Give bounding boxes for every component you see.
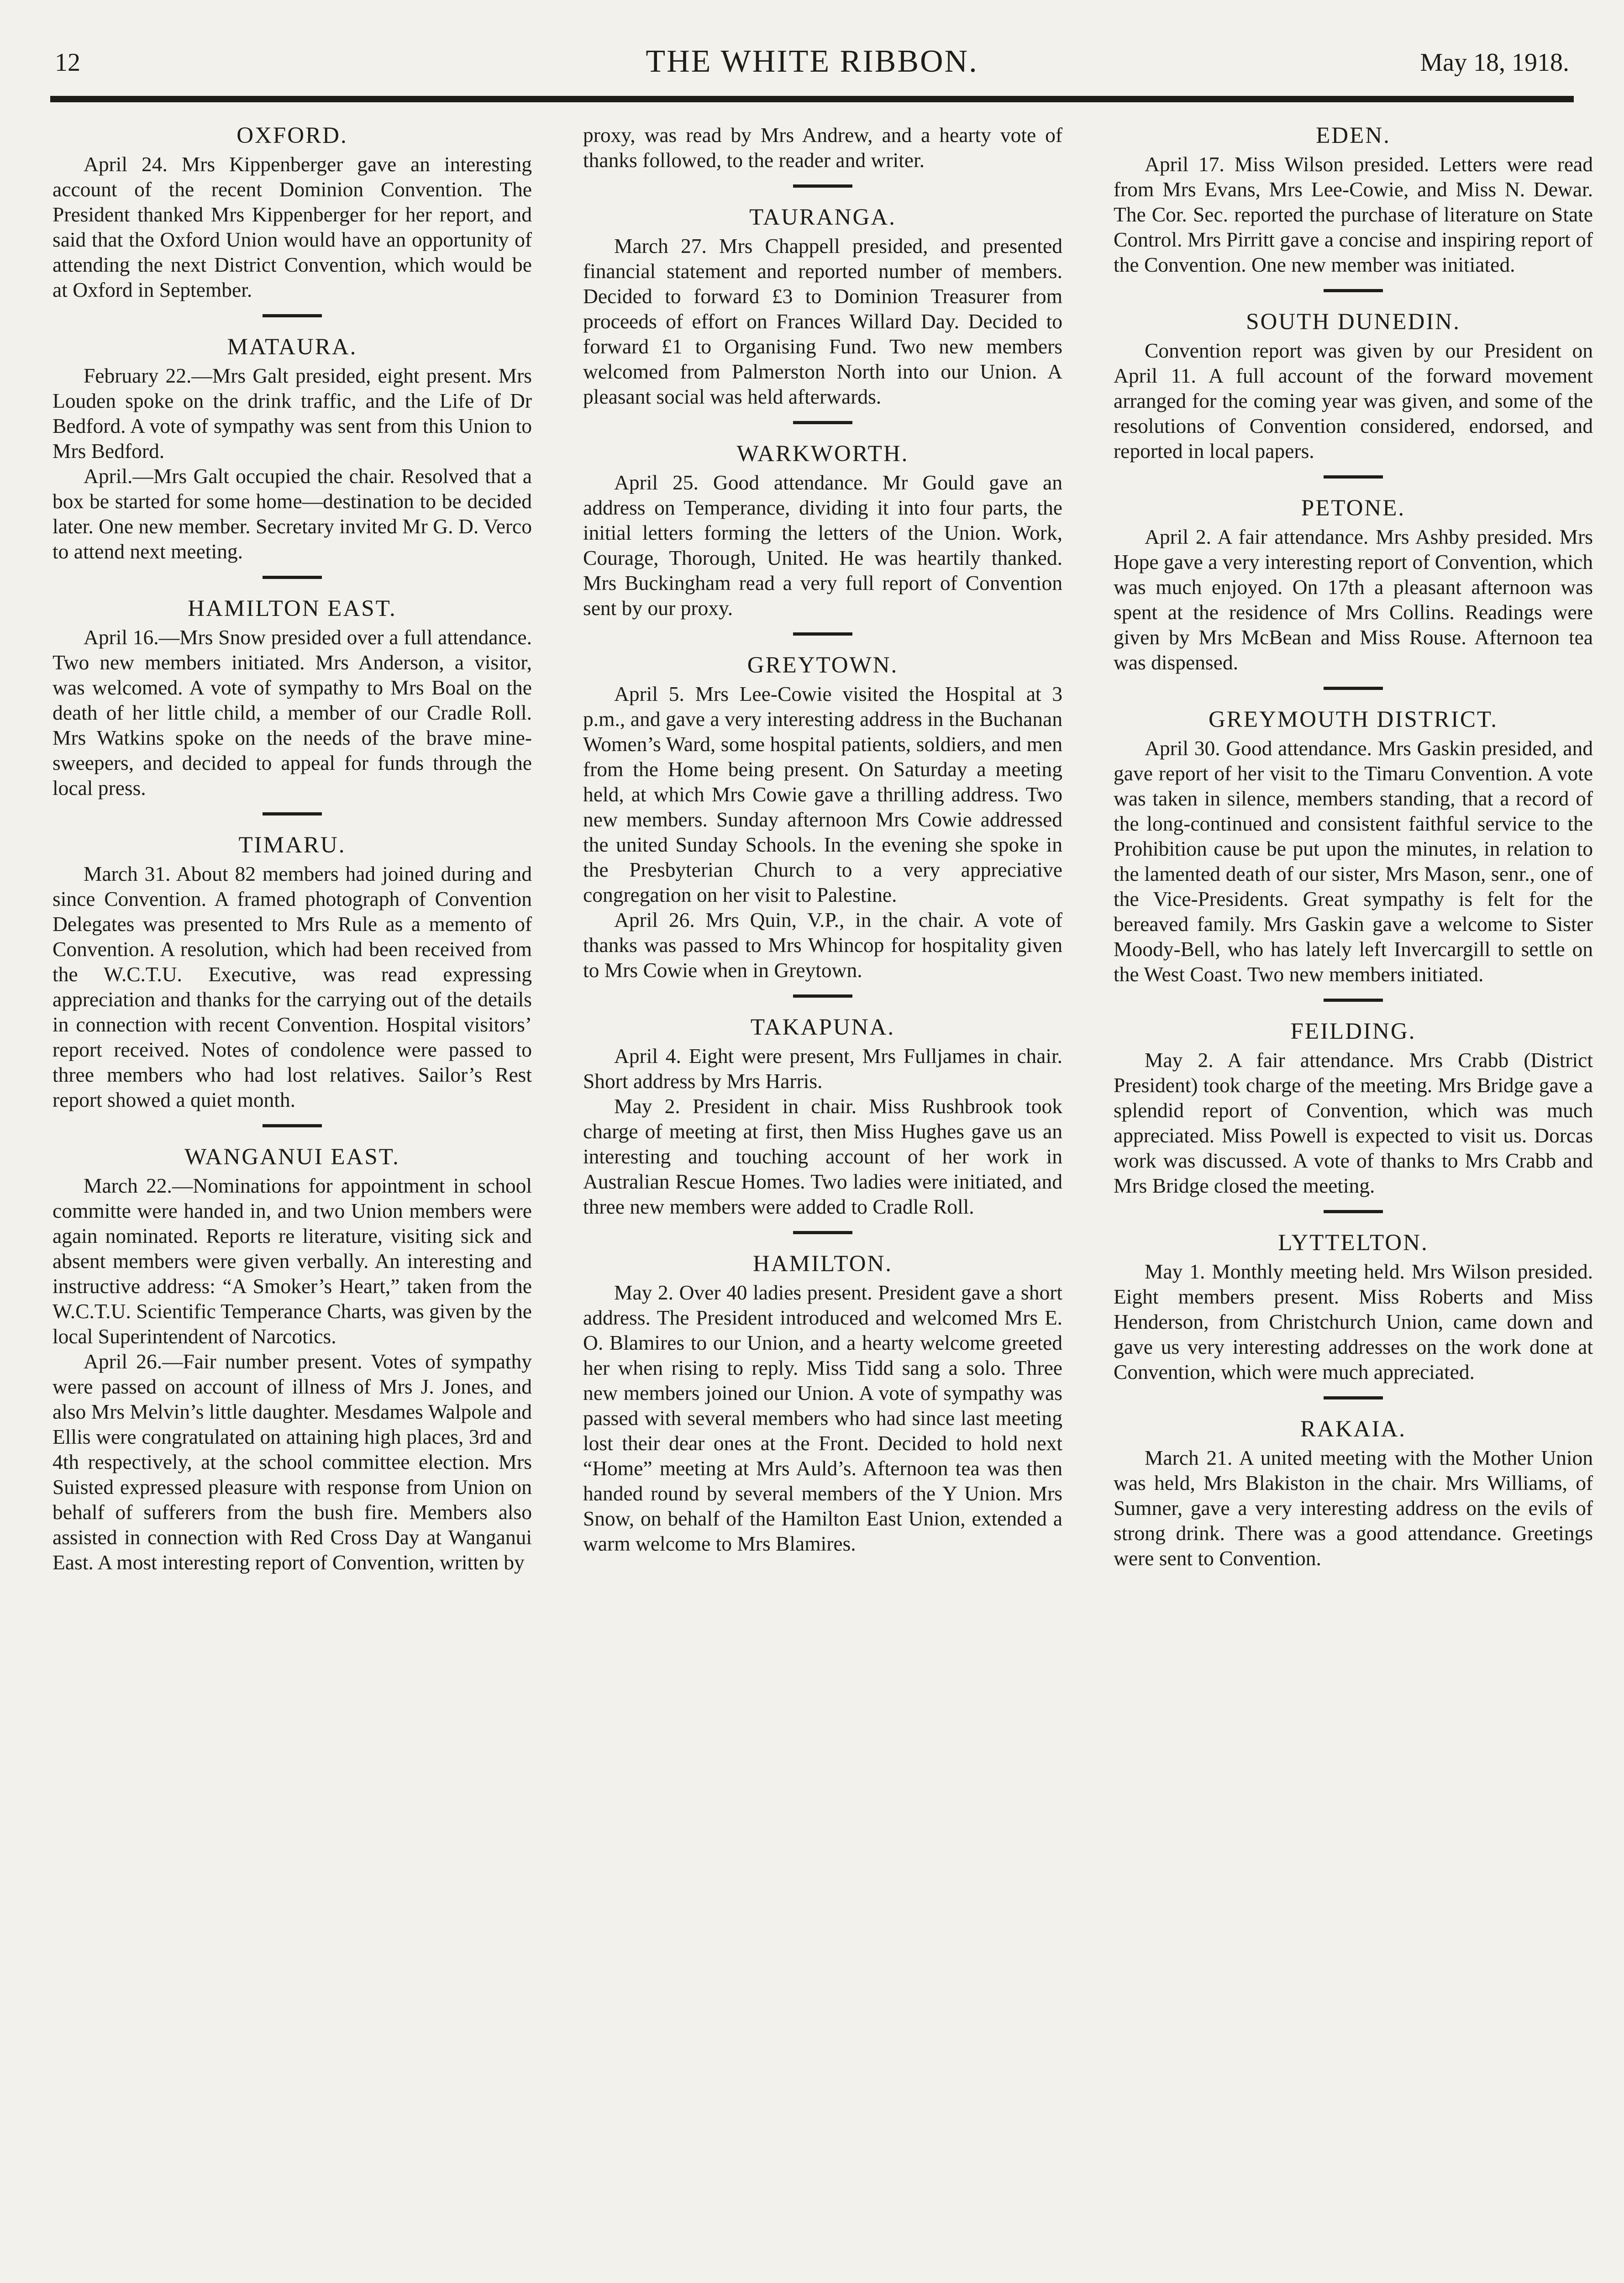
union-report xyxy=(1114,495,1593,675)
union-report xyxy=(1114,309,1593,463)
report-paragraph: March 31. About 82 members had joined during and since Convention. A framed photograph of Convention Delegates was presented to Mrs Rule as a memento of Convention. A resolution, which had been received from the W.C.T.U. Executive, was read expressing appreciation and thanks for the carrying out of the details in connection with recent Convention. Hospital visitors’ report received. Notes of condolence were passed to three members who had lost relatives. Sailor’s Rest report showed a quiet month. xyxy=(53,862,532,1111)
section-divider xyxy=(1324,999,1383,1002)
union-report xyxy=(1114,706,1593,987)
masthead-title: THE WHITE RIBBON. xyxy=(646,44,978,79)
section-divider xyxy=(263,576,322,579)
report-heading: TAKAPUNA. xyxy=(750,1015,895,1040)
report-heading: WARKWORTH. xyxy=(736,441,909,467)
section-divider xyxy=(793,421,852,424)
report-heading: OXFORD. xyxy=(237,123,348,148)
report-heading: WANGANUI EAST. xyxy=(184,1144,400,1170)
report-paragraph: February 22.—Mrs Galt presided, eight present. Mrs Louden spoke on the drink traffic, and the Life of Dr Bedford. A vote of sympathy was sent from this Union to Mrs Bedford. xyxy=(53,364,532,463)
union-report xyxy=(53,122,532,302)
section-divider xyxy=(1324,289,1383,292)
column-1 xyxy=(53,122,532,1575)
report-heading: TAURANGA. xyxy=(749,205,896,230)
union-report xyxy=(53,832,532,1112)
report-paragraph: April 24. Mrs Kippenberger gave an interesting account of the recent Dominion Convention. The President thanked Mrs Kippenberger for her report, and said that the Oxford Union would have an opportunity of attending the next District Convention, which would be at Oxford in September. xyxy=(53,153,532,301)
report-heading: PETONE. xyxy=(1301,495,1406,521)
column-3 xyxy=(1114,122,1593,1571)
report-heading: GREYTOWN. xyxy=(747,652,899,678)
section-divider xyxy=(793,994,852,998)
report-paragraph: May 1. Monthly meeting held. Mrs Wilson presided. Eight members present. Miss Roberts and Miss Henderson, from Christchurch Union, came down and gave us very interesting addresses on the work done at Convention, which were much appreciated. xyxy=(1114,1260,1593,1383)
report-paragraph: April 16.—Mrs Snow presided over a full attendance. Two new members initiated. Mrs Anderson, a visitor, was welcomed. A vote of sympathy to Mrs Boal on the death of her little child, a member of our Cradle Roll. Mrs Watkins spoke on the needs of the brave mine-sweepers, and decided to appeal for funds through the local press. xyxy=(53,626,532,800)
union-report xyxy=(583,204,1062,409)
report-paragraph: April 25. Good attendance. Mr Gould gave an address on Temperance, dividing it into four parts, the initial letters forming the letters of the Union. Work, Courage, Thorough, United. He was heartily thanked. Mrs Buckingham read a very full report of Convention sent by our proxy. xyxy=(583,471,1062,620)
report-paragraph: April 4. Eight were present, Mrs Fulljames in chair. Short address by Mrs Harris. xyxy=(583,1044,1062,1093)
report-heading: FEILDING. xyxy=(1290,1019,1416,1044)
union-report xyxy=(53,1144,532,1575)
union-report xyxy=(1114,1018,1593,1198)
continued-report xyxy=(583,122,1062,173)
report-paragraph: April 26. Mrs Quin, V.P., in the chair. A vote of thanks was passed to Mrs Whincop for hospitality given to Mrs Cowie when in Greytown. xyxy=(583,908,1062,982)
page-number: 12 xyxy=(55,48,80,77)
column-2 xyxy=(583,122,1062,1556)
report-paragraph: April 26.—Fair number present. Votes of sympathy were passed on account of illness of Mrs J. Jones, and also Mrs Melvin’s little daughter. Mesdames Walpole and Ellis were congratulated on attaining high places, 3rd and 4th respectively, at the school committee election. Mrs Suisted expressed pleasure with response from Union on behalf of sufferers from the bush fire. Members also assisted in connection with Red Cross Day at Wanganui East. A most interesting report of Convention, written by xyxy=(53,1350,532,1574)
report-heading: HAMILTON. xyxy=(752,1251,893,1277)
union-report xyxy=(583,652,1062,983)
report-paragraph: proxy, was read by Mrs Andrew, and a hearty vote of thanks followed, to the reader and writer. xyxy=(583,123,1062,172)
issue-date: May 18, 1918. xyxy=(1420,48,1569,77)
union-report xyxy=(583,1251,1062,1556)
section-divider xyxy=(263,1124,322,1127)
report-paragraph: May 2. President in chair. Miss Rushbrook took charge of meeting at first, then Miss Hughes gave us an interesting and touching account of her work in Australian Rescue Homes. Two ladies were initiated, and three new members were added to Cradle Roll. xyxy=(583,1094,1062,1218)
page-header xyxy=(55,43,1569,94)
report-heading: TIMARU. xyxy=(238,832,346,858)
section-divider xyxy=(1324,687,1383,690)
union-report xyxy=(53,334,532,564)
report-heading: EDEN. xyxy=(1316,123,1391,148)
union-report xyxy=(1114,1230,1593,1384)
section-divider xyxy=(263,314,322,317)
report-heading: SOUTH DUNEDIN. xyxy=(1246,309,1461,335)
section-divider xyxy=(1324,1396,1383,1399)
section-divider xyxy=(793,632,852,636)
report-paragraph: April.—Mrs Galt occupied the chair. Resolved that a box be started for some home—destination to be decided later. One new member. Secretary invited Mr G. D. Verco to attend next meeting. xyxy=(53,464,532,563)
union-report xyxy=(1114,1416,1593,1571)
report-heading: HAMILTON EAST. xyxy=(188,596,397,621)
report-heading: GREYMOUTH DISTRICT. xyxy=(1208,707,1498,732)
report-paragraph: April 30. Good attendance. Mrs Gaskin presided, and gave report of her visit to the Timaru Convention. A vote was taken in silence, members standing, that a record of the long-continued and consistent faithful service to the Prohibition cause be put upon the minutes, in relation to the lamented death of our sister, Mrs Mason, senr., one of the Vice-Presidents. Great sympathy is felt for the bereaved family. Mrs Gaskin gave a welcome to Sister Moody-Bell, who has lately left Invercargill to settle on the West Coast. Two new members initiated. xyxy=(1114,736,1593,986)
report-paragraph: March 22.—Nominations for appointment in school committe were handed in, and two Union members were again nominated. Reports re literature, visiting sick and absent members were given verbally. An interesting and instructive address: “A Smoker’s Heart,” taken from the W.C.T.U. Scientific Temperance Charts, was given by the local Superintendent of Narcotics. xyxy=(53,1174,532,1348)
report-paragraph: March 27. Mrs Chappell presided, and presented financial statement and reported number of members. Decided to forward £3 to Dominion Treasurer from proceeds of effort on Frances Willard Day. Decided to forward £1 to Organising Fund. Two new members welcomed from Palmerston North into our Union. A pleasant social was held afterwards. xyxy=(583,234,1062,408)
section-divider xyxy=(793,1231,852,1234)
union-report xyxy=(53,595,532,800)
section-divider xyxy=(1324,1210,1383,1213)
report-paragraph: May 2. Over 40 ladies present. President gave a short address. The President introduced and welcomed Mrs E. O. Blamires to our Union, and a hearty welcome greeted her when rising to reply. Miss Tidd sang a solo. Three new members joined our Union. A vote of sympathy was passed with several members who had since last meeting lost their dear ones at the Front. Decided to hold next “Home” meeting at Mrs Auld’s. Afternoon tea was then handed round by several members of the Y Union. Mrs Snow, on behalf of the Hamilton East Union, extended a warm welcome to Mrs Blamires. xyxy=(583,1281,1062,1555)
columns xyxy=(53,122,1593,2283)
report-heading: LYTTELTON. xyxy=(1278,1230,1429,1256)
section-divider xyxy=(1324,475,1383,479)
union-report xyxy=(1114,122,1593,277)
union-report xyxy=(583,441,1062,621)
report-paragraph: Convention report was given by our President on April 11. A full account of the forward movement arranged for the coming year was given, and some of the resolutions of Convention considered, endorsed, and reported in local papers. xyxy=(1114,339,1593,463)
section-divider xyxy=(263,812,322,815)
report-heading: RAKAIA. xyxy=(1300,1416,1407,1442)
report-paragraph: April 2. A fair attendance. Mrs Ashby presided. Mrs Hope gave a very interesting report of Convention, which was much enjoyed. On 17th a pleasant afternoon was spent at the residence of Mrs Collins. Readings were given by Mrs McBean and Miss Rouse. Afternoon tea was dispensed. xyxy=(1114,525,1593,674)
report-paragraph: March 21. A united meeting with the Mother Union was held, Mrs Blakiston in the chair. Mrs Williams, of Sumner, gave a very interesting address on the evils of strong drink. There was a good attendance. Greetings were sent to Convention. xyxy=(1114,1446,1593,1570)
report-paragraph: April 17. Miss Wilson presided. Letters were read from Mrs Evans, Mrs Lee-Cowie, and Miss N. Dewar. The Cor. Sec. reported the purchase of literature on State Control. Mrs Pirritt gave a concise and inspiring report of the Convention. One new member was initiated. xyxy=(1114,153,1593,276)
section-divider xyxy=(793,184,852,188)
header-rule xyxy=(50,96,1574,102)
report-paragraph: April 5. Mrs Lee-Cowie visited the Hospital at 3 p.m., and gave a very interesting address in the Buchanan Women’s Ward, some hospital patients, soldiers, and men from the Home being present. On Saturday a meeting held, at which Mrs Cowie gave a thrilling address. Two new members. Sunday afternoon Mrs Cowie addressed the united Sunday Schools. In the evening she spoke in the Presbyterian Church to a very appreciative congregation on her visit to Palestine. xyxy=(583,682,1062,906)
report-paragraph: May 2. A fair attendance. Mrs Crabb (District President) took charge of the meeting. Mrs Bridge gave a splendid report of Convention, which was much appreciated. Miss Powell is expected to visit us. Dorcas work was discussed. A vote of thanks to Mrs Crabb and Mrs Bridge closed the meeting. xyxy=(1114,1048,1593,1197)
report-heading: MATAURA. xyxy=(227,334,357,360)
union-report xyxy=(583,1014,1062,1219)
